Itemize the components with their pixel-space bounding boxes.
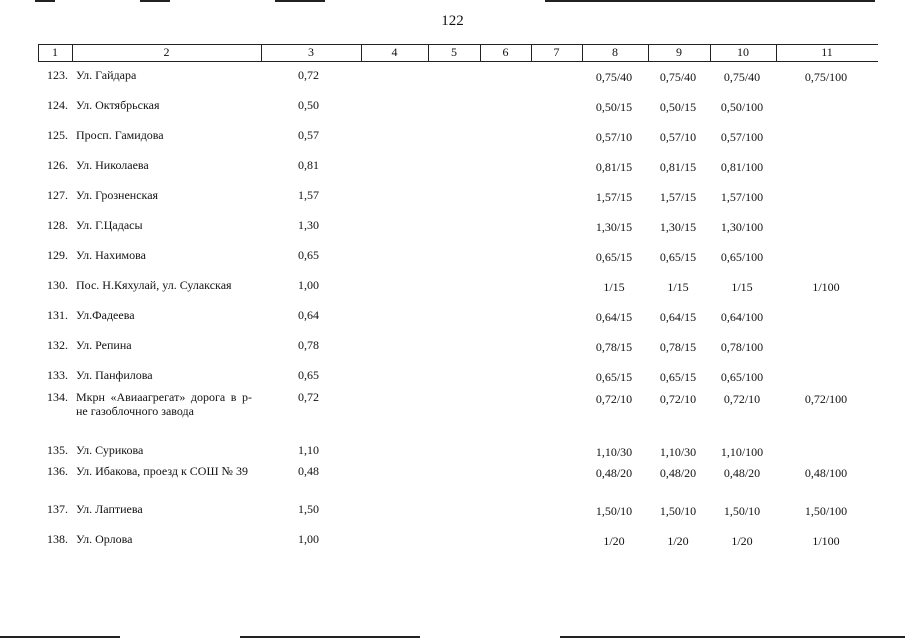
row-number: 125. bbox=[47, 128, 68, 142]
cell-col-9: 1/15 bbox=[667, 280, 689, 294]
scan-edge-line bbox=[35, 0, 55, 2]
cell-col-3: 0,50 bbox=[298, 98, 319, 112]
cell-col-9: 0,64/15 bbox=[659, 310, 697, 324]
cell-col-11: 0,48/100 bbox=[804, 466, 848, 480]
street-name: Ул. Николаева bbox=[76, 158, 149, 172]
street-name: Ул. Г.Цадасы bbox=[76, 218, 143, 232]
cell-col-11: 0,75/100 bbox=[804, 70, 848, 84]
cell-col-8: 1,10/30 bbox=[595, 445, 633, 459]
cell-col-10: 1/20 bbox=[731, 534, 753, 548]
row-number: 129. bbox=[47, 248, 68, 262]
cell-col-11: 0,72/100 bbox=[804, 392, 848, 406]
cell-col-10: 1,30/100 bbox=[720, 220, 764, 234]
cell-col-11: 1,50/100 bbox=[804, 504, 848, 518]
cell-col-3: 0,65 bbox=[298, 248, 319, 262]
cell-col-11: 1/100 bbox=[812, 280, 840, 294]
cell-col-8: 0,65/15 bbox=[595, 370, 633, 384]
street-name: Ул.Фадеева bbox=[76, 308, 135, 322]
cell-col-3: 1,00 bbox=[298, 278, 319, 292]
cell-col-9: 0,75/40 bbox=[659, 70, 697, 84]
cell-col-9: 0,72/10 bbox=[659, 392, 697, 406]
row-number: 133. bbox=[47, 368, 68, 382]
cell-col-9: 1,30/15 bbox=[659, 220, 697, 234]
cell-col-8: 1,50/10 bbox=[595, 504, 633, 518]
scan-edge-line bbox=[275, 0, 325, 2]
cell-col-8: 1,30/15 bbox=[595, 220, 633, 234]
row-number: 136. bbox=[47, 464, 68, 478]
street-name: Просп. Гамидова bbox=[76, 128, 164, 142]
table-header-row bbox=[0, 44, 905, 61]
cell-col-3: 1,10 bbox=[298, 443, 319, 457]
cell-col-9: 0,65/15 bbox=[659, 370, 697, 384]
row-number: 127. bbox=[47, 188, 68, 202]
cell-col-8: 0,75/40 bbox=[595, 70, 633, 84]
cell-col-8: 0,65/15 bbox=[595, 250, 633, 264]
cell-col-10: 1,50/10 bbox=[723, 504, 761, 518]
cell-col-3: 0,65 bbox=[298, 368, 319, 382]
cell-col-10: 0,50/100 bbox=[720, 100, 764, 114]
cell-col-8: 0,57/10 bbox=[595, 130, 633, 144]
cell-col-10: 1/15 bbox=[731, 280, 753, 294]
street-name: Ул. Лаптиева bbox=[76, 502, 143, 516]
row-number: 131. bbox=[47, 308, 68, 322]
cell-col-3: 0,64 bbox=[298, 308, 319, 322]
cell-col-3: 0,72 bbox=[298, 68, 319, 82]
street-name: Ул. Нахимова bbox=[76, 248, 146, 262]
cell-col-8: 1/15 bbox=[603, 280, 625, 294]
cell-col-8: 0,81/15 bbox=[595, 160, 633, 174]
column-header-6: 6 bbox=[502, 45, 509, 59]
cell-col-3: 1,00 bbox=[298, 532, 319, 546]
scan-edge-line bbox=[240, 636, 420, 638]
page-number: 122 bbox=[441, 13, 464, 29]
row-number: 134. bbox=[47, 390, 68, 404]
cell-col-3: 1,57 bbox=[298, 188, 319, 202]
street-name: Ул. Гайдара bbox=[76, 68, 137, 82]
scan-edge-line bbox=[140, 0, 170, 2]
column-header-10: 10 bbox=[737, 45, 749, 59]
cell-col-3: 0,48 bbox=[298, 464, 319, 478]
cell-col-10: 0,65/100 bbox=[720, 250, 764, 264]
street-name: Ул. Октябрьская bbox=[76, 98, 160, 112]
cell-col-9: 0,78/15 bbox=[659, 340, 697, 354]
column-header-5: 5 bbox=[451, 45, 457, 59]
cell-col-8: 1/20 bbox=[603, 534, 625, 548]
cell-col-9: 0,57/10 bbox=[659, 130, 697, 144]
street-name: Мкрн «Авиаагрегат» дорога в р-не газоблочного завода bbox=[76, 390, 252, 418]
cell-col-8: 0,64/15 bbox=[595, 310, 633, 324]
row-number: 128. bbox=[47, 218, 68, 232]
cell-col-3: 0,81 bbox=[298, 158, 319, 172]
cell-col-10: 1,10/100 bbox=[720, 445, 764, 459]
cell-col-8: 1,57/15 bbox=[595, 190, 633, 204]
cell-col-9: 1,50/10 bbox=[659, 504, 697, 518]
cell-col-8: 0,50/15 bbox=[595, 100, 633, 114]
cell-col-11: 1/100 bbox=[812, 534, 840, 548]
street-name: Пос. Н.Кяхулай, ул. Сулакская bbox=[76, 278, 232, 292]
street-name: Ул. Орлова bbox=[76, 532, 133, 546]
cell-col-10: 0,78/100 bbox=[720, 340, 764, 354]
row-number: 123. bbox=[47, 68, 68, 82]
row-number: 130. bbox=[47, 278, 68, 292]
column-header-8: 8 bbox=[612, 45, 618, 59]
cell-col-10: 1,57/100 bbox=[720, 190, 764, 204]
column-header-7: 7 bbox=[553, 45, 560, 59]
row-number: 132. bbox=[47, 338, 68, 352]
row-number: 138. bbox=[47, 532, 68, 546]
row-number: 137. bbox=[47, 502, 68, 516]
cell-col-3: 0,72 bbox=[298, 390, 319, 404]
column-header-1: 1 bbox=[52, 45, 58, 59]
row-number: 135. bbox=[47, 443, 68, 457]
cell-col-10: 0,64/100 bbox=[720, 310, 764, 324]
column-header-9: 9 bbox=[676, 45, 682, 59]
cell-col-9: 0,81/15 bbox=[659, 160, 697, 174]
scan-edge-line bbox=[545, 0, 875, 2]
cell-col-10: 0,81/100 bbox=[720, 160, 764, 174]
cell-col-8: 0,78/15 bbox=[595, 340, 633, 354]
cell-col-10: 0,48/20 bbox=[723, 466, 761, 480]
table-header-bottom-border bbox=[38, 61, 878, 62]
street-name: Ул. Ибакова, проезд к СОШ № 39 bbox=[76, 464, 249, 478]
column-header-2: 2 bbox=[163, 45, 170, 59]
column-header-3: 3 bbox=[308, 45, 314, 59]
street-name: Ул. Грозненская bbox=[76, 188, 159, 202]
cell-col-3: 0,78 bbox=[298, 338, 319, 352]
scan-edge-line bbox=[560, 636, 905, 638]
column-header-11: 11 bbox=[821, 45, 833, 59]
cell-col-10: 0,57/100 bbox=[720, 130, 764, 144]
cell-col-9: 1,10/30 bbox=[659, 445, 697, 459]
cell-col-3: 0,57 bbox=[298, 128, 319, 142]
street-name: Ул. Сурикова bbox=[76, 443, 144, 457]
cell-col-9: 0,65/15 bbox=[659, 250, 697, 264]
cell-col-9: 0,48/20 bbox=[659, 466, 697, 480]
row-number: 124. bbox=[47, 98, 68, 112]
scan-edge-line bbox=[0, 636, 120, 638]
cell-col-9: 1,57/15 bbox=[659, 190, 697, 204]
cell-col-9: 1/20 bbox=[667, 534, 689, 548]
cell-col-8: 0,48/20 bbox=[595, 466, 633, 480]
row-number: 126. bbox=[47, 158, 68, 172]
street-name: Ул. Панфилова bbox=[76, 368, 153, 382]
cell-col-10: 0,72/10 bbox=[723, 392, 761, 406]
street-name: Ул. Репина bbox=[76, 338, 132, 352]
cell-col-3: 1,30 bbox=[298, 218, 319, 232]
cell-col-10: 0,75/40 bbox=[723, 70, 761, 84]
cell-col-8: 0,72/10 bbox=[595, 392, 633, 406]
column-header-4: 4 bbox=[391, 45, 398, 59]
cell-col-10: 0,65/100 bbox=[720, 370, 764, 384]
cell-col-9: 0,50/15 bbox=[659, 100, 697, 114]
cell-col-3: 1,50 bbox=[298, 502, 319, 516]
